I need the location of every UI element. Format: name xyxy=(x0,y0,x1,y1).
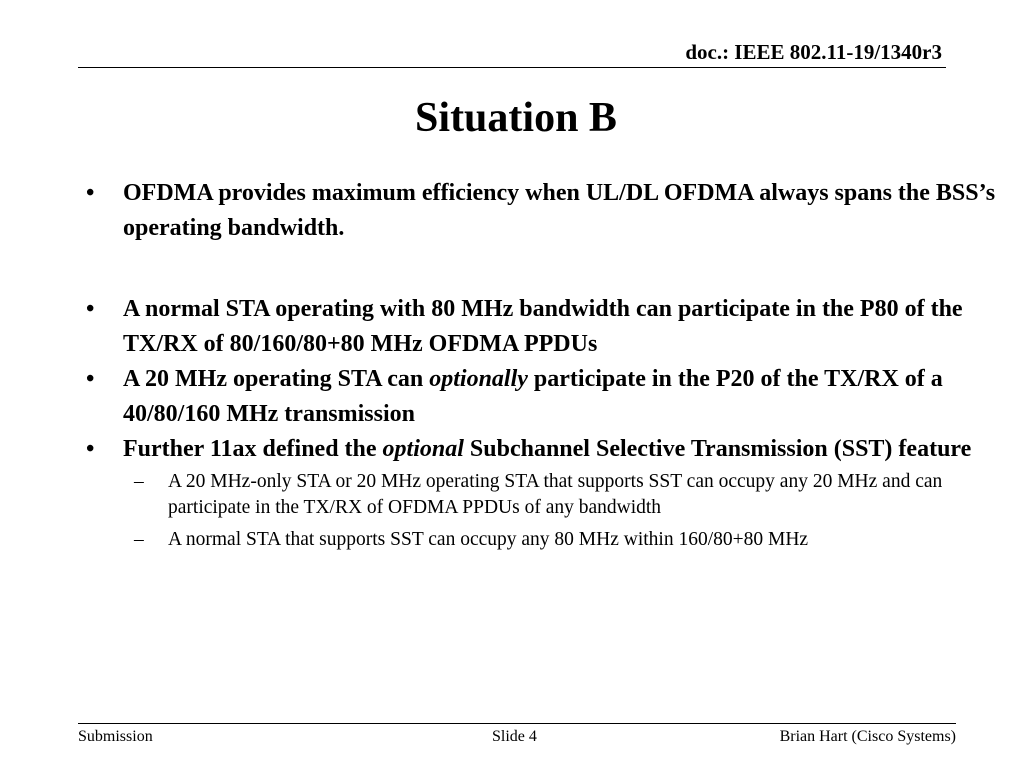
bullet-item xyxy=(82,432,1002,553)
sub-bullet-text: A normal STA that supports SST can occupy any 80 MHz within 160/80+80 MHz xyxy=(168,529,809,550)
bullet-item xyxy=(82,176,1002,246)
sub-bullet-item xyxy=(123,469,1002,521)
bullet-marker: • xyxy=(86,296,95,322)
sub-bullet-marker: – xyxy=(134,471,144,492)
footer-divider xyxy=(78,723,956,724)
bullet-text-emphasis: optionally xyxy=(429,366,528,392)
bullet-text-end: Subchannel Selective Transmission (SST) feature xyxy=(463,436,972,462)
sub-bullet-marker: – xyxy=(134,529,144,550)
bullet-item xyxy=(82,362,1002,432)
bullet-text: A normal STA operating with 80 MHz bandwidth can participate in the P80 of the TX/RX of 80/160/80+80 MHz OFDMA PPDUs xyxy=(123,296,963,357)
bullet-marker: • xyxy=(86,366,95,392)
bullet-text: OFDMA provides maximum efficiency when UL/DL OFDMA always spans the BSS’s operating bandwidth. xyxy=(123,180,996,241)
sub-bullet-item xyxy=(123,527,1002,553)
bullet-marker: • xyxy=(86,180,95,206)
slide-title: Situation B xyxy=(415,95,617,141)
bullet-text-start: A 20 MHz operating STA can xyxy=(123,366,430,392)
bullet-list xyxy=(82,176,1002,559)
footer-submission: Submission xyxy=(78,728,153,745)
footer-slide-number: Slide 4 xyxy=(492,728,537,745)
bullet-item xyxy=(82,292,1002,362)
bullet-text-emphasis: optional xyxy=(382,436,464,462)
bullet-marker: • xyxy=(86,436,95,462)
bullet-text-start: Further 11ax defined the xyxy=(123,436,383,462)
bullet-text-end: participate in the P20 of the TX/RX of a 40/80/160 MHz transmission xyxy=(123,366,943,427)
header-divider xyxy=(78,67,946,68)
sub-bullet-list xyxy=(123,469,1002,553)
footer-author: Brian Hart (Cisco Systems) xyxy=(779,728,956,745)
sub-bullet-text: A 20 MHz-only STA or 20 MHz operating STA that supports SST can occupy any 20 MHz and can participate in the TX/RX of OFDMA PPDUs of any bandwidth xyxy=(168,471,943,518)
document-id: doc.: IEEE 802.11-19/1340r3 xyxy=(685,40,942,64)
